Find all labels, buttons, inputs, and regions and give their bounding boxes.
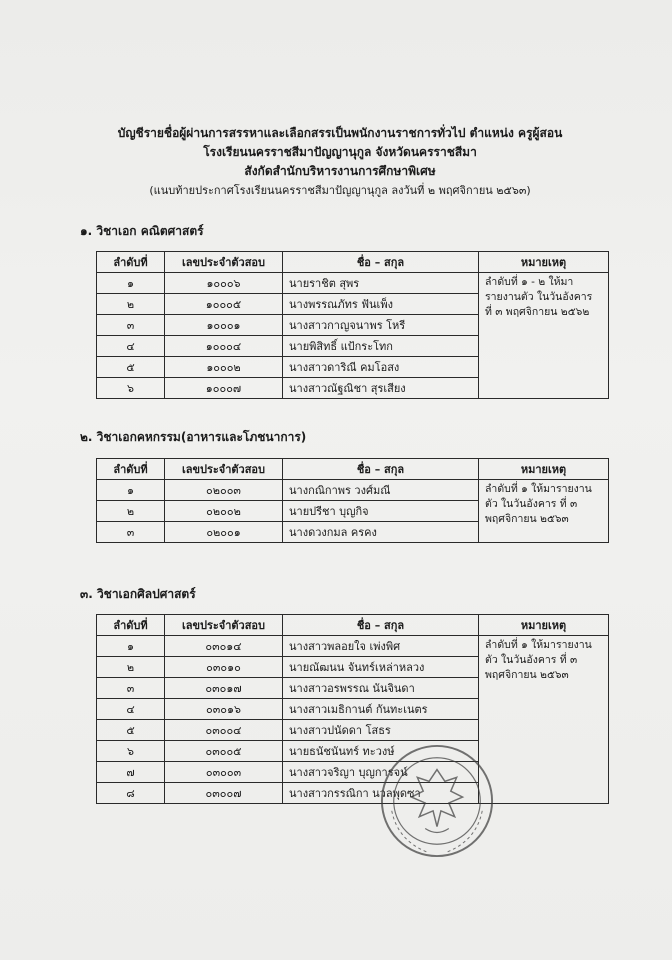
table-home-economics <box>96 458 609 543</box>
cell-order: ๔ <box>97 699 165 720</box>
col-header-note: หมายเหตุ <box>479 615 609 636</box>
cell-note: ลำดับที่ ๑ ให้มารายงานตัว ในวันอังคาร ที่ ๓ พฤศจิกายน ๒๕๖๓ <box>479 480 609 543</box>
cell-order: ๓ <box>97 522 165 543</box>
col-header-name: ชื่อ – สกุล <box>283 615 479 636</box>
cell-exam-id: ๑๐๐๐๗ <box>165 378 283 399</box>
cell-exam-id: ๐๒๐๐๓ <box>165 480 283 501</box>
cell-order: ๒ <box>97 657 165 678</box>
cell-name: นายปรีชา บุญกิจ <box>283 501 479 522</box>
section-title-math: ๑. วิชาเอก คณิตศาสตร์ <box>80 224 204 238</box>
cell-order: ๔ <box>97 336 165 357</box>
cell-order: ๖ <box>97 741 165 762</box>
col-header-note: หมายเหตุ <box>479 252 609 273</box>
col-header-order: ลำดับที่ <box>97 252 165 273</box>
table-header-row <box>97 615 609 636</box>
cell-name: นางดวงกมล ครคง <box>283 522 479 543</box>
cell-order: ๖ <box>97 378 165 399</box>
cell-exam-id: ๐๓๐๐๗ <box>165 783 283 804</box>
cell-name: นายธนัชนันทร์ ทะวงษ์ <box>283 741 479 762</box>
col-header-order: ลำดับที่ <box>97 459 165 480</box>
cell-exam-id: ๐๓๐๐๓ <box>165 762 283 783</box>
cell-exam-id: ๐๓๐๑๔ <box>165 636 283 657</box>
cell-order: ๕ <box>97 357 165 378</box>
cell-exam-id: ๑๐๐๐๕ <box>165 294 283 315</box>
cell-order: ๗ <box>97 762 165 783</box>
cell-order: ๑ <box>97 636 165 657</box>
cell-exam-id: ๐๓๐๑๗ <box>165 678 283 699</box>
header-school: โรงเรียนนครราชสีมาปัญญานุกูล จังหวัดนครราชสีมา <box>203 145 477 159</box>
cell-note: ลำดับที่ ๑ - ๒ ให้มารายงานตัว ในวันอังคาร ที่ ๓ พฤศจิกายน ๒๕๖๒ <box>479 273 609 399</box>
cell-order: ๓ <box>97 678 165 699</box>
table-header-row <box>97 459 609 480</box>
cell-exam-id: ๑๐๐๐๖ <box>165 273 283 294</box>
header-agency: สังกัดสำนักบริหารงานการศึกษาพิเศษ <box>244 164 436 178</box>
cell-exam-id: ๐๓๐๑๖ <box>165 699 283 720</box>
cell-order: ๑ <box>97 273 165 294</box>
cell-note: ลำดับที่ ๑ ให้มารายงานตัว ในวันอังคาร ที่ ๓ พฤศจิกายน ๒๕๖๓ <box>479 636 609 804</box>
garuda-seal-icon <box>378 742 496 860</box>
col-header-exam-id: เลขประจำตัวสอบ <box>165 459 283 480</box>
cell-exam-id: ๐๒๐๐๑ <box>165 522 283 543</box>
header-title: บัญชีรายชื่อผู้ผ่านการสรรหาและเลือกสรรเป็นพนักงานราชการทั่วไป ตำแหน่ง ครูผู้สอน <box>117 126 563 140</box>
cell-name: นางสาวเมธิกานต์ กันทะเนตร <box>283 699 479 720</box>
cell-exam-id: ๑๐๐๐๒ <box>165 357 283 378</box>
cell-name: นางสาวณัฐณิชา สุรเสียง <box>283 378 479 399</box>
cell-exam-id: ๑๐๐๐๔ <box>165 336 283 357</box>
cell-order: ๒ <box>97 294 165 315</box>
cell-name: นางสาวอรพรรณ นันจินดา <box>283 678 479 699</box>
col-header-name: ชื่อ – สกุล <box>283 459 479 480</box>
section-title-liberal-arts: ๓. วิชาเอกศิลปศาสตร์ <box>80 587 196 601</box>
cell-name: นางสาวกาญจนาพร โหรี <box>283 315 479 336</box>
table-liberal-arts <box>96 614 609 804</box>
col-header-note: หมายเหตุ <box>479 459 609 480</box>
document-header <box>60 124 620 200</box>
cell-order: ๓ <box>97 315 165 336</box>
col-header-name: ชื่อ – สกุล <box>283 252 479 273</box>
col-header-exam-id: เลขประจำตัวสอบ <box>165 252 283 273</box>
cell-name: นางสาวดาริณี คมโอสง <box>283 357 479 378</box>
col-header-exam-id: เลขประจำตัวสอบ <box>165 615 283 636</box>
col-header-order: ลำดับที่ <box>97 615 165 636</box>
cell-order: ๒ <box>97 501 165 522</box>
cell-exam-id: ๑๐๐๐๑ <box>165 315 283 336</box>
cell-name: นางพรรณภัทร ฟันเพ็ง <box>283 294 479 315</box>
cell-exam-id: ๐๓๐๑๐ <box>165 657 283 678</box>
cell-name: นายราชิต สุพร <box>283 273 479 294</box>
cell-order: ๘ <box>97 783 165 804</box>
cell-name: นางสาวกรรณิกา นวลพุดซา <box>283 783 479 804</box>
cell-exam-id: ๐๓๐๐๕ <box>165 741 283 762</box>
cell-name: นายพิสิทธิ์ แป้กระโทก <box>283 336 479 357</box>
cell-name: นายณัฒนน จันทร์เหล่าหลวง <box>283 657 479 678</box>
cell-order: ๕ <box>97 720 165 741</box>
cell-exam-id: ๐๒๐๐๒ <box>165 501 283 522</box>
table-row <box>97 480 609 501</box>
table-row <box>97 273 609 294</box>
section-title-home-economics: ๒. วิชาเอกคหกรรม(อาหารและโภชนาการ) <box>80 430 307 444</box>
cell-order: ๑ <box>97 480 165 501</box>
table-header-row <box>97 252 609 273</box>
cell-name: นางสาวจริญา บุญการจน์ <box>283 762 479 783</box>
cell-exam-id: ๐๓๐๐๔ <box>165 720 283 741</box>
cell-name: นางกณิกาพร วงศ์มณี <box>283 480 479 501</box>
table-math <box>96 251 609 399</box>
cell-name: นางสาวพลอยใจ เพ่งพิศ <box>283 636 479 657</box>
table-row <box>97 636 609 657</box>
cell-name: นางสาวปนัดดา โสธร <box>283 720 479 741</box>
header-reference: (แนบท้ายประกาศโรงเรียนนครราชสีมาปัญญานุกูล ลงวันที่ ๒ พฤศจิกายน ๒๕๖๓) <box>149 184 531 197</box>
